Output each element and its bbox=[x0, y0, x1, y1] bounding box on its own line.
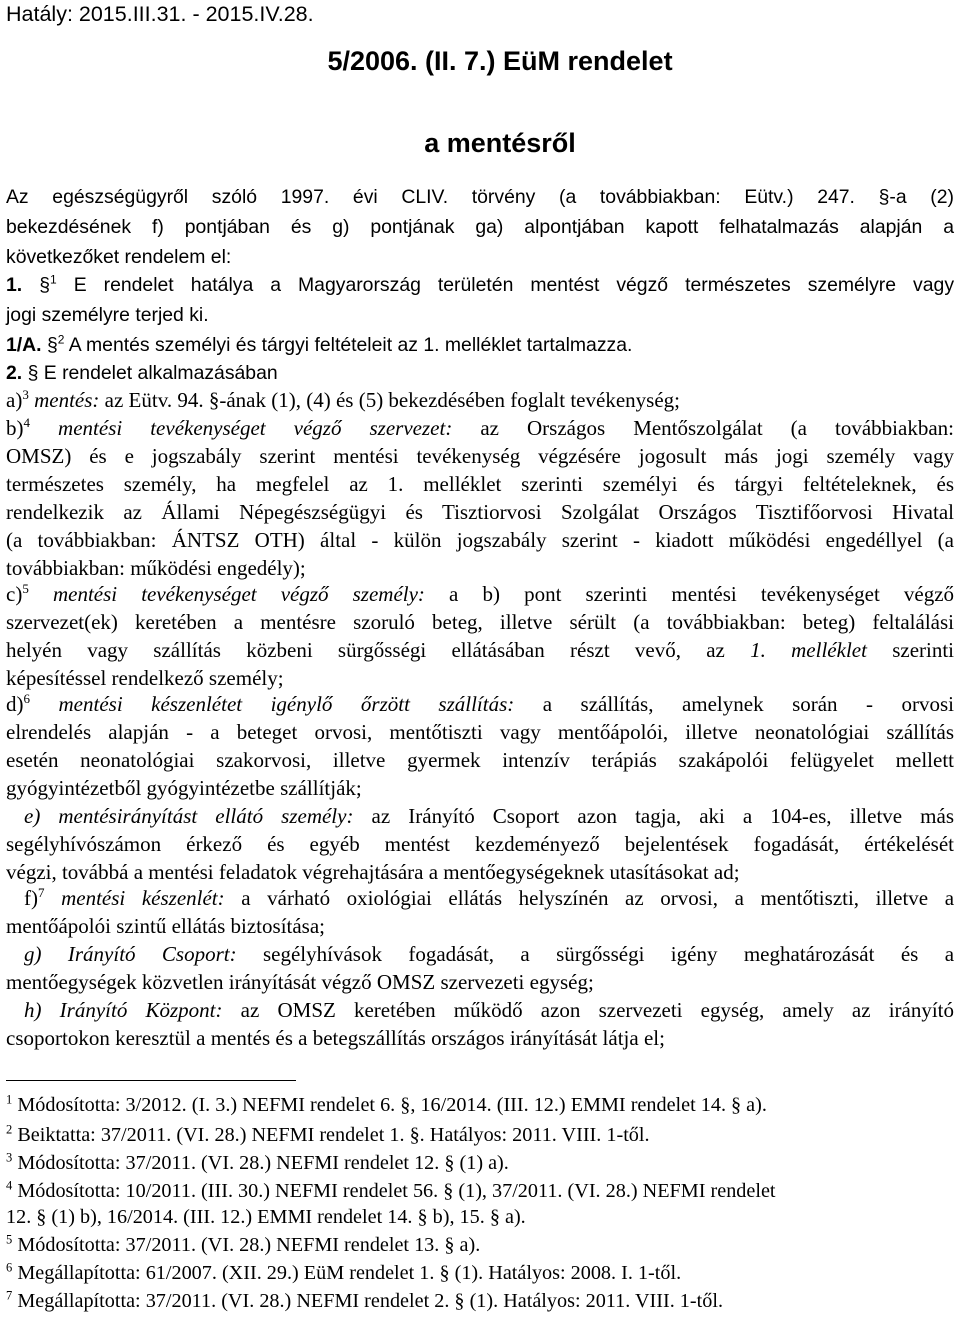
def-e: e) mentésirányítást ellátó személy: az Irányító Csoport azon tagja, aki a 104-es, illetve más bbox=[24, 804, 954, 828]
def-g: g) Irányító Csoport: segélyhívások fogadását, a sürgősségi igény meghatározását és a bbox=[24, 942, 955, 966]
def-d: d)$^6$ mentési készenlétet igénylő őrzött szállítás: a szállítás, amelynek során - orvosi bbox=[6, 691, 955, 716]
footnote: $^4$ Módosította: 10/2011. (III. 30.) NEFMI rendelet 56. § (1), 37/2011. (VI. 28.) NEFMI rendelet bbox=[6, 1178, 776, 1202]
footnote-ref[interactable]: 7 bbox=[38, 885, 45, 900]
paragraph-sign: § bbox=[46, 334, 58, 356]
section-text: E rendelet hatálya a Magyarország területén mentést végző természetes személyre vagy bbox=[73, 274, 955, 296]
section-2 bbox=[6, 362, 954, 385]
def-d-line: elrendelés alapján - a beteget orvosi, mentőtiszti vagy mentőápolói, illetve neonatológiai szállítás bbox=[6, 720, 954, 744]
def-b-line: továbbiakban: működési engedély); bbox=[6, 556, 306, 580]
page-title: 5/2006. (II. 7.) EüM rendelet bbox=[327, 46, 673, 76]
def-a: a)$^3$ mentés: az Eütv. 94. §-ának (1), (4) és (5) bekezdésében foglalt tevékenység; bbox=[6, 387, 680, 412]
def-b-line: OMSZ) és e jogszabály szerint mentési tevékenység végzésére jogosult más jogi személy vagy bbox=[6, 444, 954, 468]
paragraph-sign: § bbox=[39, 274, 50, 296]
def-c: c)$^5$ mentési tevékenységet végző személy: a b) pont szerinti mentési tevékenységet végző bbox=[6, 581, 955, 606]
footnote: $^6$ Megállapította: 61/2007. (XII. 29.) EüM rendelet 1. § (1). Hatályos: 2008. I. 1-től. bbox=[6, 1260, 682, 1284]
footnote-ref[interactable]: 4 bbox=[23, 415, 31, 430]
def-f-line: mentőápolói szintű ellátás biztosítása; bbox=[6, 914, 326, 938]
section-1 bbox=[6, 274, 954, 297]
section-number: 1. bbox=[6, 274, 23, 296]
def-g-line: mentőegységek közvetlen irányítását végző OMSZ szervezeti egység; bbox=[6, 970, 594, 994]
section-number: 1/A. bbox=[6, 334, 42, 356]
def-b-line: természetes személy, ha megfelel az 1. melléklet szerinti személyi és tárgyi feltételeknek, és bbox=[6, 472, 954, 496]
def-c-line: képesítéssel rendelkező személy; bbox=[6, 666, 284, 690]
def-term: mentés: bbox=[34, 388, 100, 412]
section-number: 2. bbox=[6, 362, 23, 384]
section-1a bbox=[6, 334, 954, 357]
def-term: mentési tevékenységet végző szervezet: bbox=[58, 416, 453, 440]
def-b: b)$^4$ mentési tevékenységet végző szervezet: az Országos Mentőszolgálat (a továbbiakban: bbox=[6, 415, 954, 440]
def-d-line: gyógyintézetből gyógyintézetbe szállítják; bbox=[6, 776, 362, 800]
def-term: mentési készenlét: bbox=[61, 886, 225, 910]
def-term: mentési készenlétet igénylő őrzött szállítás: bbox=[58, 692, 515, 716]
def-term: mentési tevékenységet végző személy: bbox=[52, 582, 425, 606]
footnote-cont: 12. § (1) b), 16/2014. (III. 12.) EMMI rendelet 14. § b), 15. § a). bbox=[6, 1206, 526, 1228]
def-d-line: esetén neonatológiai szakorvosi, illetve gyermek intenzív terápiás szakápolói felügyelet mellett bbox=[6, 748, 954, 772]
footnote-separator bbox=[6, 1080, 296, 1081]
section-text: A mentés személyi és tárgyi feltételeit az 1. melléklet tartalmazza. bbox=[68, 334, 633, 356]
preamble-line: következőket rendelem el: bbox=[6, 246, 232, 268]
def-c-line: helyén vagy szállítás közbeni sürgősségi ellátásában részt vevő, az 1. melléklet szerinti bbox=[6, 638, 955, 662]
footnote-ref[interactable]: 5 bbox=[22, 581, 29, 596]
footnote-ref[interactable]: 6 bbox=[23, 691, 31, 706]
def-c-line: szervezet(ek) keretében a mentésre szoruló beteg, illetve sérült (a továbbiakban: beteg) feltalálási bbox=[6, 610, 954, 634]
section-text: E rendelet alkalmazásában bbox=[43, 362, 278, 384]
paragraph-sign: § bbox=[27, 362, 39, 384]
footnote: $^3$ Módosította: 37/2011. (VI. 28.) NEFMI rendelet 12. § (1) a). bbox=[6, 1150, 509, 1174]
page-subtitle: a mentésről bbox=[424, 128, 576, 158]
effective-date: Hatály: 2015.III.31. - 2015.IV.28. bbox=[6, 2, 314, 26]
preamble-line: Az egészségügyről szóló 1997. évi CLIV. törvény (a továbbiakban: Eütv.) 247. §-a (2) bbox=[6, 186, 954, 208]
footnote-ref[interactable]: 2 bbox=[57, 332, 65, 347]
def-e-line: végzi, továbbá a mentési feladatok végrehajtására a mentőegységeknek utasításokat ad; bbox=[6, 860, 740, 884]
def-term: g) Irányító Csoport: bbox=[24, 942, 237, 966]
footnote: $^1$ Módosította: 3/2012. (I. 3.) NEFMI rendelet 6. §, 16/2014. (III. 12.) EMMI rendelet 14. § a). bbox=[6, 1092, 767, 1116]
def-h-line: csoportokon keresztül a mentés és a betegszállítás országos irányítását látja el; bbox=[6, 1026, 665, 1050]
footnote-ref[interactable]: 3 bbox=[22, 387, 29, 402]
def-term: h) Irányító Központ: bbox=[24, 998, 223, 1022]
def-b-line: rendelkezik az Állami Népegészségügyi és Tisztiorvosi Szolgálat Országos Tisztifőorvosi Hivatal bbox=[6, 500, 954, 524]
section-1-cont: jogi személyre terjed ki. bbox=[6, 304, 209, 326]
def-term: e) mentésirányítást ellátó személy: bbox=[24, 804, 354, 828]
footnote: $^5$ Módosította: 37/2011. (VI. 28.) NEFMI rendelet 13. § a). bbox=[6, 1232, 481, 1256]
preamble-line: bekezdésének f) pontjában és g) pontjának ga) alpontjában kapott felhatalmazás alapján a bbox=[6, 216, 954, 238]
def-e-line: segélyhívószámon érkező és egyéb mentést kezdeményező bejelentések fogadását, értékelését bbox=[6, 832, 954, 856]
def-h: h) Irányító Központ: az OMSZ keretében működő azon szervezeti egység, amely az irányító bbox=[24, 998, 955, 1022]
footnote: $^2$ Beiktatta: 37/2011. (VI. 28.) NEFMI rendelet 1. §. Hatályos: 2011. VIII. 1-től. bbox=[6, 1122, 650, 1146]
def-b-line: (a továbbiakban: ÁNTSZ OTH) által - külön jogszabály szerint - kiadott működési engedéllyel (a bbox=[6, 528, 954, 552]
def-f: f)$^7$ mentési készenlét: a várható oxiológiai ellátás helyszínén az orvosi, a mentőtiszti, illetve a bbox=[24, 885, 955, 910]
footnote: $^7$ Megállapította: 37/2011. (VI. 28.) NEFMI rendelet 2. § (1). Hatályos: 2011. VIII. 1-től. bbox=[6, 1288, 723, 1312]
footnote-ref[interactable]: 1 bbox=[49, 272, 57, 287]
